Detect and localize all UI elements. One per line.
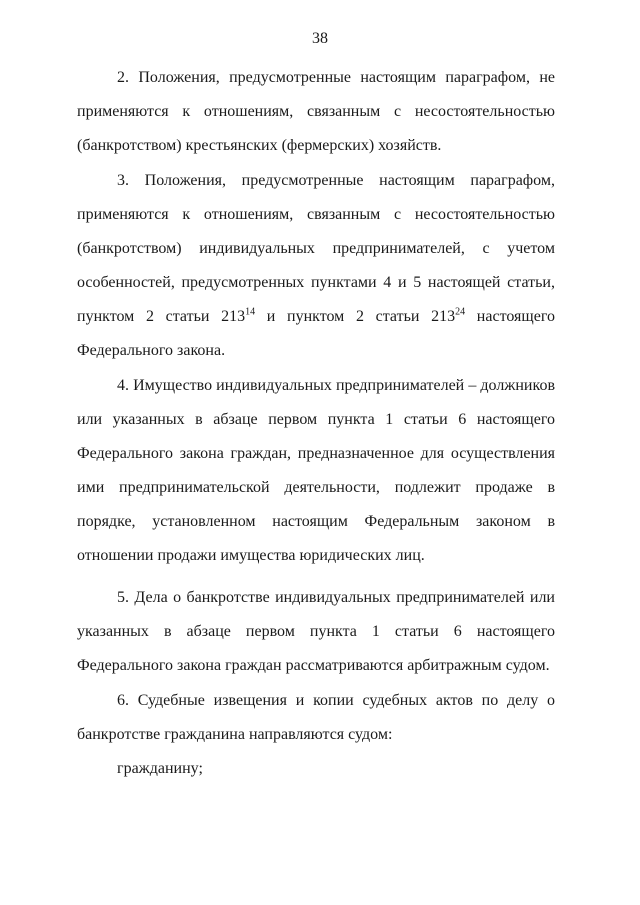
- paragraph-2: 2. Положения, предусмотренные настоящим параграфом, не применяются к отношениям, связанным с несостоятельностью (банкротством) крестьянских (фермерских) хозяйств.: [77, 69, 555, 154]
- paragraph-4: 4. Имущество индивидуальных предпринимателей – должников или указанных в абзаце первом пункта 1 статьи 6 настоящего Федерального закона граждан, предназначенное для осуществления ими предпринимательской деятельности, подлежит продаже в порядке, установленном настоящим Федеральным законом в отношении продажи имущества юридических лиц.: [77, 377, 555, 564]
- paragraph-3-text-end: настоящего Федерального закона.: [77, 308, 555, 359]
- paragraph-3: [77, 164, 555, 368]
- paragraph-5: 5. Дела о банкротстве индивидуальных предпринимателей или указанных в абзаце первом пункта 1 статьи 6 настоящего Федерального закона граждан рассматриваются арбитражным судом.: [77, 589, 555, 674]
- paragraph-6: 6. Судебные извещения и копии судебных актов по делу о банкротстве гражданина направляются судом:: [77, 692, 555, 743]
- superscript-14: 14: [245, 306, 256, 318]
- paragraph-7: гражданину;: [117, 760, 203, 777]
- paragraph-3-text-mid: и пунктом 2 статьи 213: [255, 308, 456, 325]
- page-number: 38: [312, 30, 328, 47]
- superscript-24: 24: [455, 306, 466, 318]
- paragraph-3-text: 3. Положения, предусмотренные настоящим параграфом, применяются к отношениям, связанным с несостоятельностью (банкротством) индивидуальных предпринимателей, с учетом особенностей, предусмотренных пунктами 4 и 5 настоящей статьи, пунктом 2 статьи 213: [77, 172, 555, 325]
